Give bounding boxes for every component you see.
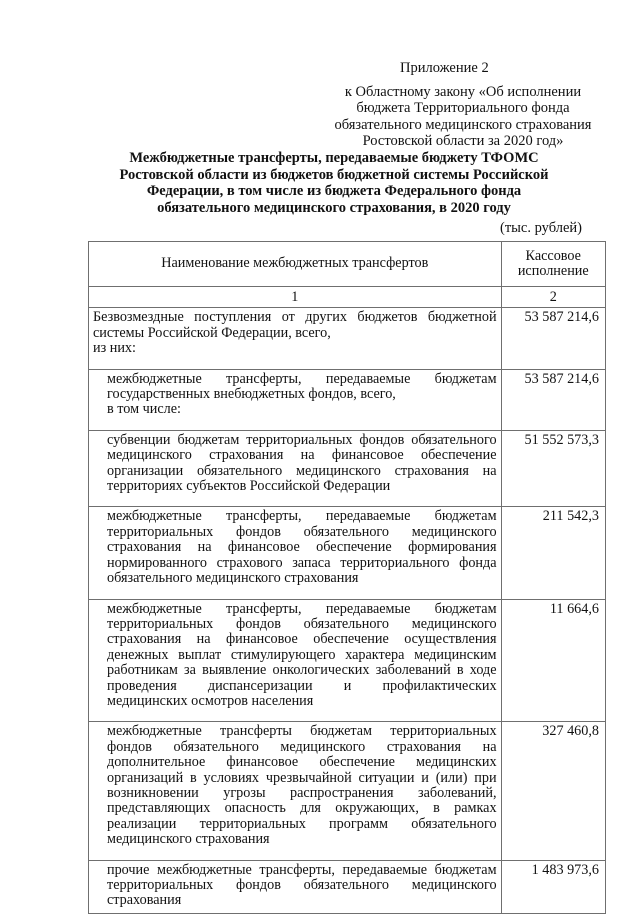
appendix-line-4: Ростовской области за 2020 год» xyxy=(362,133,564,149)
row-name: межбюджетные трансферты, передаваемые бюджетам территориальных фондов обязательного медицинского страхования на финансовое обеспечение осуществления денежных выплат стимулирующего характера медицинским работникам за выявление онкологических заболеваний в ходе проведения диспансеризации и профилактических медицинских осмотров населения xyxy=(107,600,497,709)
row-name: прочие межбюджетные трансферты, передаваемые бюджетам территориальных фондов обязательного медицинского страхования xyxy=(107,861,497,909)
table-row xyxy=(89,599,606,722)
title-line-1: Межбюджетные трансферты, передаваемые бюджету ТФОМС xyxy=(129,150,539,166)
table-row xyxy=(89,430,606,507)
row-name-tail: из них: xyxy=(93,340,136,357)
index-cell-2: 2 xyxy=(501,287,605,308)
appendix-line-1: к Областному закону «Об исполнении xyxy=(344,83,582,100)
title-line-4: обязательного медицинского страхования, в 2020 году xyxy=(157,199,511,216)
row-value: 53 587 214,6 xyxy=(501,308,605,369)
row-name-cell xyxy=(89,860,502,913)
appendix-header xyxy=(318,60,608,150)
transfers-table xyxy=(88,241,606,914)
index-cell-1: 1 xyxy=(89,287,502,308)
row-value: 11 664,6 xyxy=(501,599,605,722)
appendix-number: Приложение 2 xyxy=(400,60,489,76)
row-value: 51 552 573,3 xyxy=(501,430,605,507)
table-row xyxy=(89,860,606,913)
header-name-cell: Наименование межбюджетных трансфертов xyxy=(89,242,502,287)
header-value-cell: Кассовое исполнение xyxy=(501,242,605,287)
row-value: 327 460,8 xyxy=(501,722,605,860)
row-name-cell xyxy=(89,369,502,430)
row-name-cell xyxy=(89,599,502,722)
title-line-3: Федерации, в том числе из бюджета Федерального фонда xyxy=(146,183,522,199)
row-name: субвенции бюджетам территориальных фондов обязательного медицинского страхования на финансовое обеспечение организации обязательного медицинского страхования на территориях субъектов Российской Федерации xyxy=(107,431,497,495)
row-name-cell xyxy=(89,308,502,369)
row-name: Безвозмездные поступления от других бюджетов бюджетной системы Российской Федерации, всего, xyxy=(93,309,497,341)
appendix-line-3: обязательного медицинского страхования xyxy=(334,116,592,133)
row-name: межбюджетные трансферты, передаваемые бюджетам территориальных фондов обязательного медицинского страхования на финансовое обеспечение формирования нормированного страхового запаса территориального фонда обязательного медицинского страхования xyxy=(107,508,497,587)
row-name-cell xyxy=(89,722,502,860)
title-line-2: Ростовской области из бюджетов бюджетной системы Российской xyxy=(119,166,549,183)
table-header-row xyxy=(89,242,606,287)
row-name: межбюджетные трансферты, передаваемые бюджетам государственных внебюджетных фондов, всего, xyxy=(107,370,497,403)
row-value: 211 542,3 xyxy=(501,507,605,599)
table-row xyxy=(89,507,606,599)
table-row xyxy=(89,722,606,860)
table-row xyxy=(89,369,606,430)
units-label: (тыс. рублей) xyxy=(500,220,582,236)
appendix-line-2: бюджета Территориального фонда xyxy=(356,100,570,116)
row-name: межбюджетные трансферты бюджетам территориальных фондов обязательного медицинского страхования на дополнительное финансовое обеспечение медицинских организаций в условиях чрезвычайной ситуации и (или) при возникновении угрозы распространения заболеваний, представляющих опасность для окружающих, в рамках реализации территориальных программ обязательного медицинского страхования xyxy=(107,723,497,848)
table-index-row xyxy=(89,287,606,308)
table-row xyxy=(89,308,606,369)
row-value: 1 483 973,6 xyxy=(501,860,605,913)
document-title xyxy=(96,150,572,216)
row-name-cell xyxy=(89,507,502,599)
row-name-cell xyxy=(89,430,502,507)
row-value: 53 587 214,6 xyxy=(501,369,605,430)
row-name-tail: в том числе: xyxy=(107,401,181,418)
